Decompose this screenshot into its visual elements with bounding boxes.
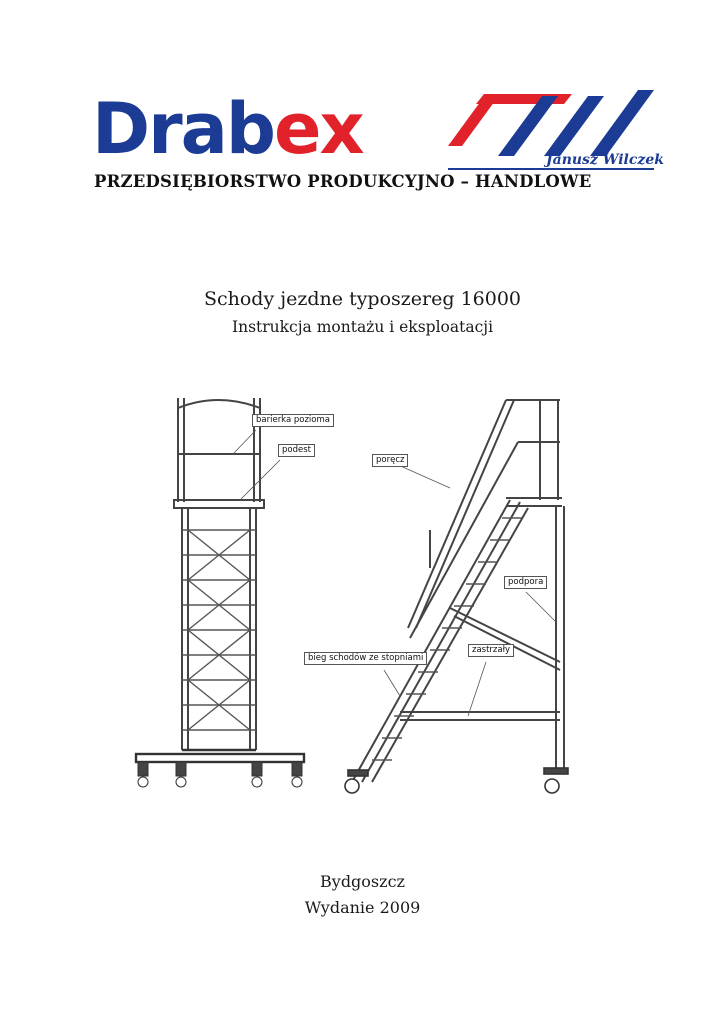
label-bieg-schodow: bieg schodów ze stopniami [304,652,427,665]
document-subtitle: Instrukcja montażu i eksploatacji [231,318,494,336]
side-view-drawing [300,390,600,800]
logo-wordmark-part1: Drab [92,88,274,170]
label-podest: podest [278,444,315,457]
publication-city: Bydgoszcz [320,872,405,891]
logo-tagline: PRZEDSIĘBIORSTWO PRODUKCYJNO – HANDLOWE [94,172,592,191]
company-logo [92,86,664,192]
label-podpora: podpora [504,576,547,589]
label-barierka-pozioma: barierka pozioma [252,414,334,427]
logo-owner-name: Janusz Wilczek [546,152,664,168]
logo-wordmark [92,88,363,170]
logo-wordmark-part2: ex [273,88,363,170]
logo-underline [448,168,654,170]
label-porecz: poręcz [372,454,408,467]
document-title: Schody jezdne typoszereg 16000 [203,288,522,310]
label-zastrzaly: zastrzały [468,644,514,657]
publication-edition: Wydanie 2009 [304,898,421,917]
